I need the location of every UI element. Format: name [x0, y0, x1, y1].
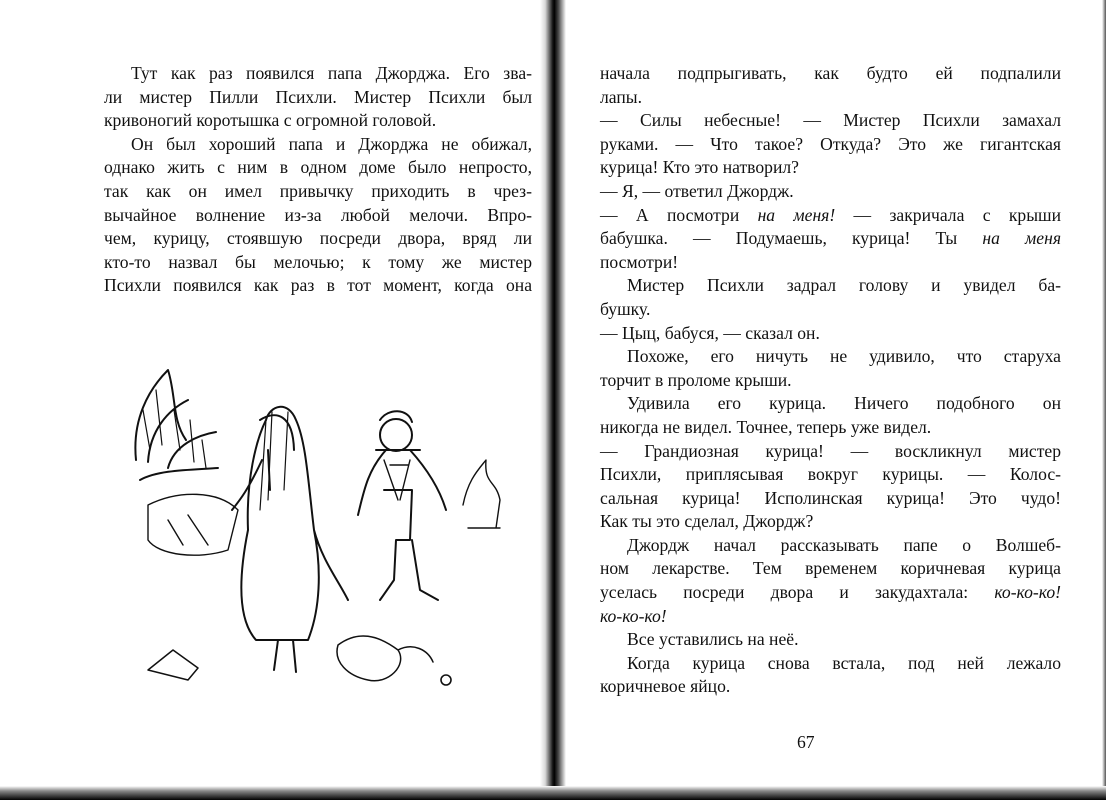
text-line: бабушка. — Подумаешь, курица! Ты на меня: [600, 228, 1062, 249]
scan-bottom-edge: [0, 786, 1106, 800]
text-line: Психли, приплясывая вокруг курицы. — Колос-: [600, 464, 1061, 485]
text-line: бушку.: [600, 298, 651, 319]
italic-phrase: ко-ко-ко!: [600, 605, 667, 626]
text-line: ном лекарстве. Тем временем коричневая курица: [600, 558, 1061, 579]
text-line: вычайное волнение из-за любой мелочи. Впро-: [104, 204, 532, 225]
text-line: — Силы небесные! — Мистер Психли замахал: [600, 110, 1061, 131]
right-page: [566, 0, 1106, 800]
debris: [148, 494, 238, 555]
text-line: торчит в проломе крыши.: [600, 369, 792, 390]
text-line: Удивила его курица. Ничего подобного он: [627, 393, 1061, 414]
page-edge: [1102, 0, 1106, 800]
man-head: [380, 419, 412, 451]
text-line: так как он имел привычку приходить в чрез-: [104, 180, 532, 201]
text-line: Мистер Психли задрал голову и увидел ба-: [627, 275, 1061, 296]
text-line: курица! Кто это натворил?: [600, 157, 799, 178]
text-line: Когда курица снова встала, под ней лежало: [627, 652, 1061, 673]
bush-right: [463, 460, 500, 528]
text-line: посмотри!: [600, 251, 679, 272]
man-vest: [384, 460, 410, 500]
text-line: начала подпрыгивать, как будто ей подпалили: [600, 63, 1061, 83]
text-line: — Цыц, бабуся, — сказал он.: [600, 322, 820, 343]
text-line: уселась посреди двора и закудахтала: ко-ко-ко!: [600, 582, 1061, 603]
text-line: однако жить с ним в одном доме было непросто,: [104, 157, 532, 178]
text-line: Похоже, его ничуть не удивило, что старуха: [627, 346, 1061, 367]
left-page-text: [104, 62, 532, 298]
left-page: [0, 0, 540, 800]
text-line: кто-то назвал бы мелочью; к тому же мистер: [104, 251, 532, 272]
book-gutter: [540, 0, 566, 800]
text-line: Тут как раз появился папа Джорджа. Его зва-: [131, 63, 532, 83]
man-figure: [358, 411, 446, 600]
grandma-hair: [260, 412, 288, 510]
text-line: Он был хороший папа и Джорджа не обижал,: [131, 133, 532, 154]
rubble: [148, 636, 433, 681]
text-line: никогда не видел. Точнее, теперь уже видел.: [600, 416, 932, 437]
italic-phrase: на меня: [982, 228, 1062, 249]
text-line: лапы.: [600, 86, 642, 107]
italic-phrase: на меня!: [757, 204, 836, 225]
text-line: кривоногий коротышка с огромной головой.: [104, 110, 437, 131]
text-line: — А посмотри на меня! — закричала с крыши: [600, 204, 1061, 225]
text-line: руками. — Что такое? Откуда? Это же гигантская: [600, 133, 1061, 154]
text-line: Все уставились на неё.: [627, 629, 799, 650]
text-line: — Я, — ответил Джордж.: [600, 180, 794, 201]
illustration-mr-pilli-and-grandma: [128, 350, 508, 700]
text-line: сальная курица! Исполинская курица! Это чудо!: [600, 487, 1061, 508]
text-line: Джордж начал рассказывать папе о Волшеб-: [627, 534, 1061, 555]
text-line: — Грандиозная курица! — воскликнул мистер: [600, 440, 1061, 461]
right-page-text: [600, 62, 1061, 699]
text-line: коричневое яйцо.: [600, 676, 731, 697]
text-line: [600, 605, 1061, 629]
text-line: Психли появился как раз в тот момент, когда она: [104, 275, 532, 296]
grandma-figure: [232, 407, 348, 672]
page-number: 67: [797, 732, 815, 752]
small-stone: [441, 675, 451, 685]
text-line: ли мистер Пилли Психли. Мистер Психли был: [104, 86, 532, 107]
text-line: чем, курицу, стоявшую посреди двора, вряд ли: [104, 228, 532, 249]
italic-phrase: ко-ко-ко!: [994, 582, 1061, 603]
text-line: Как ты это сделал, Джордж?: [600, 511, 814, 532]
